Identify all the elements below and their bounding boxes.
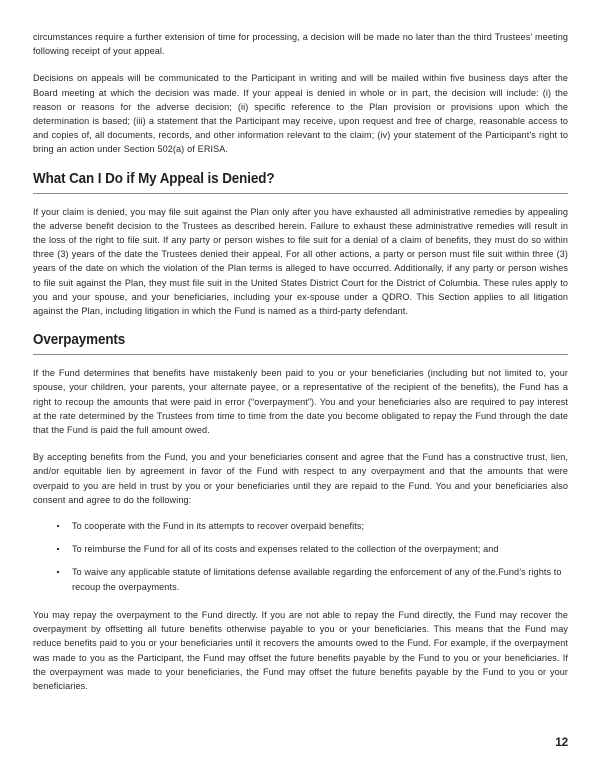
list-item-text: To reimburse the Fund for all of its costs and expenses related to the collection of the overpayment; and xyxy=(72,544,499,555)
paragraph-repayment-offset: You may repay the overpayment to the Fund directly. If you are not able to repay the Fund directly, the Fund may recover the overpayment by offsetting all future benefits otherwise payable to you or your beneficiaries. This means that the Fund may reduce benefits paid to you or your beneficiaries until it recovers the amounts owed to the Fund. For example, if the overpayment was made to you as the Participant, the Fund may offset the future benefits payable by the Fund to you or your beneficiaries. If the overpayment was made to your beneficiaries, the Fund may offset the future benefits payable by the Fund to you or your beneficiaries. xyxy=(33,609,568,691)
list-item xyxy=(33,542,568,556)
heading-divider-rule xyxy=(33,354,568,355)
bullet-dot-icon xyxy=(57,571,59,573)
paragraph-appeal-decision-notice: Decisions on appeals will be communicated to the Participant in writing and will be mailed within five business days after the Board meeting at which the decision was made. If your appeal is denied in whole or in part, the decision will include: (i) the reason or reasons for the adverse decision; (ii) specific reference to the Plan provision or provisions upon which the determination is based; (iii) a statement that the Participant may receive, upon request and free of charge, reasonable access to and copies of, all documents, records, and other information relevant to the claim; (iv) your statement of the Participant’s right to bring an action under Section 502(a) of ERISA. xyxy=(33,73,568,155)
heading-divider-rule xyxy=(33,193,568,194)
section-heading-appeal-denied-block xyxy=(33,170,568,194)
page-content xyxy=(33,30,568,693)
overpayment-consent-list-group xyxy=(33,519,568,594)
paragraph-overpayment-recoupment: If the Fund determines that benefits have mistakenly been paid to you or your beneficiaries (including but not limited to, your spouse, your children, your parents, your alternate payee, or a representative of the recipient of the benefits), the Fund has a right to recoup the amounts that were paid in error (“overpayment”). You and your beneficiaries also are required to pay interest at the rate determined by the Trustees from time to time from the date you become obligated to repay the Fund through the date that the Fund is paid the full amount owed. xyxy=(33,368,568,436)
section-heading-appeal-denied: What Can I Do if My Appeal is Denied? xyxy=(33,170,275,187)
list-item-text: To waive any applicable statute of limitations defense available regarding the enforcement of any of the.Fund’s rights to recoup the overpayments. xyxy=(72,567,562,592)
list-item-text: To cooperate with the Fund in its attempts to recover overpaid benefits; xyxy=(72,521,365,532)
paragraph-constructive-trust: By accepting benefits from the Fund, you and your beneficiaries consent and agree that the Fund has a constructive trust, lien, and/or equitable lien by agreement in favor of the Fund with respect to any overpayment and that the amounts that were overpaid to you are held in trust by you or your beneficiaries until they are repaid to the Fund. You and your beneficiaries also consent and agree to do the following: xyxy=(33,452,568,505)
section-heading-overpayments-block xyxy=(33,331,568,355)
list-item xyxy=(33,565,568,593)
list-item xyxy=(33,519,568,533)
paragraph-continuation-appeal-timing: circumstances require a further extension of time for processing, a decision will be made no later than the third Trustees’ meeting following receipt of your appeal. xyxy=(33,32,568,57)
overpayment-consent-list xyxy=(33,519,568,594)
paragraph-file-suit-rules: If your claim is denied, you may file suit against the Plan only after you have exhausted all administrative remedies by appealing the adverse benefit decision to the Trustees as described herein. Failure to exhaust these administrative remedies will result in the loss of the right to file suit. If any party or person wishes to file suit for a denial of a claim of benefits, they must do so within three (3) years of the date the Trustees denied their appeal. For all other actions, a party or person must file suit within three (3) years of the date on which the violation of the Plan terms is alleged to have occurred. Additionally, if any party or person wishes to file suit against the Plan, they must file suit in the United States District Court for the District of Columbia. These rules apply to you and your spouse, and your beneficiaries, including your ex-spouse under a QDRO. This Section applies to all litigation against the Plan, including litigation in which the Fund is named as a third-party defendant. xyxy=(33,206,568,317)
bullet-dot-icon xyxy=(57,525,59,527)
section-heading-overpayments: Overpayments xyxy=(33,332,126,349)
page-number: 12 xyxy=(555,735,568,749)
bullet-dot-icon xyxy=(57,548,59,550)
